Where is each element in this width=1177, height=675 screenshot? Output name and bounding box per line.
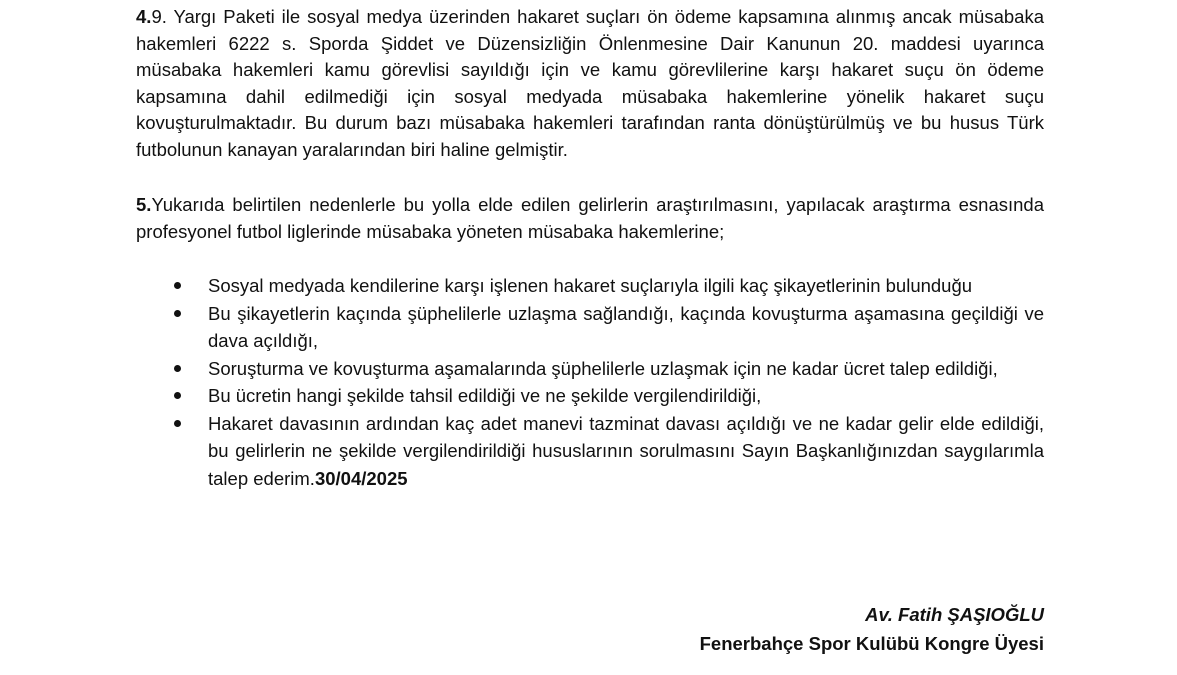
list-item-text xyxy=(208,410,1044,493)
bullet-icon xyxy=(174,310,181,317)
signature-title: Fenerbahçe Spor Kulübü Kongre Üyesi xyxy=(699,633,1044,654)
document-date: 30/04/2025 xyxy=(314,467,408,489)
paragraph-5-number: 5. xyxy=(136,194,152,215)
list-item-text: Bu şikayetlerin kaçında şüphelilerle uzlaşma sağlandığı, kaçında kovuşturma aşamasına geçildiği ve dava açıldığı, xyxy=(208,302,1044,351)
list-item-text: Sosyal medyada kendilerine karşı işlenen hakaret suçlarıyla ilgili kaç şikayetlerinin bulunduğu xyxy=(208,275,973,296)
paragraph-4-text: 9. Yargı Paketi ile sosyal medya üzerinden hakaret suçları ön ödeme kapsamına alınmış ancak müsabaka hakemleri 6222 s. Sporda Şiddet ve Düzensizliğin Önlenmesine Dair Kanunun 20. maddesi uyarınca müsabaka hakemleri kamu görevlisi sayıldığı için ve kamu görevlilerine karşı hakaret suçu ön ödeme kapsamına dahil edilmediği için sosyal medyada müsabaka hakemlerine yönelik hakaret suçu kovuşturulmaktadır. Bu durum bazı müsabaka hakemleri tarafından ranta dönüştürülmüş ve bu husus Türk futbolunun kanayan yaralarından biri haline gelmiştir. xyxy=(136,6,1044,160)
list-item xyxy=(172,382,1044,410)
list-item-text-body: Hakaret davasının ardından kaç adet manevi tazminat davası açıldığı ve ne kadar gelir elde edildiği, bu gelirlerin ne şekilde vergilendirildiği hususlarının sorulmasını Sayın Başkanlığınızdan saygılarımla talep ederim. xyxy=(208,412,1044,489)
bullet-icon xyxy=(174,282,181,289)
list-item xyxy=(172,355,1044,383)
list-item xyxy=(172,300,1044,355)
signature-name: Av. Fatih ŞAŞIOĞLU xyxy=(865,604,1044,625)
paragraph-4-number: 4. xyxy=(136,6,152,27)
bullet-icon xyxy=(174,365,181,372)
paragraph-4 xyxy=(136,4,1044,164)
list-item xyxy=(172,272,1044,300)
list-item xyxy=(172,410,1044,493)
paragraph-5 xyxy=(136,192,1044,245)
bullet-icon xyxy=(174,420,181,427)
question-list xyxy=(172,272,1044,492)
paragraph-5-text: Yukarıda belirtilen nedenlerle bu yolla elde edilen gelirlerin araştırılmasını, yapılacak araştırma esnasında profesyonel futbol liglerinde müsabaka yöneten müsabaka hakemlerine; xyxy=(136,194,1044,242)
list-item-text: Bu ücretin hangi şekilde tahsil edildiği ve ne şekilde vergilendirildiği, xyxy=(208,385,762,406)
bullet-icon xyxy=(174,392,181,399)
list-item-text: Soruşturma ve kovuşturma aşamalarında şüphelilerle uzlaşmak için ne kadar ücret talep edildiği, xyxy=(208,357,998,379)
